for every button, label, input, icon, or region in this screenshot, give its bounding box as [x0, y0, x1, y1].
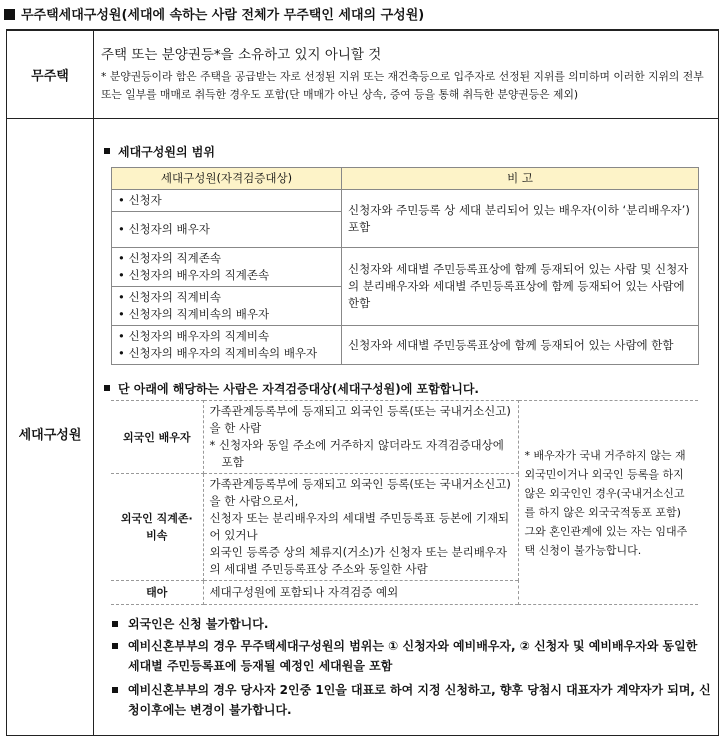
inclusion-desc: 가족관계등록부에 등재되고 외국인 등록(또는 국내거소신고)을 한 사람으로서, 신청자 또는 분리배우자의 세대별 주민등록표 등본에 기재되어 있거나 외국인 등록증 상의 체류지(거소)가 신청자 또는 분리배우자의 세대별 주민등록표상 주소와 동일한 사람 [203, 474, 518, 581]
section1-heading: 세대구성원의 범위 [104, 143, 215, 160]
inclusion-desc: 세대구성원에 포함되나 자격검증 예외 [203, 581, 518, 605]
inclusion-label: 외국인 배우자 [111, 401, 203, 474]
no-house-label: 무주택 [31, 69, 69, 84]
table-header-row [112, 168, 699, 190]
no-house-footnote: * 분양권등이라 함은 주택을 공급받는 자로 선정된 지위 또는 재건축등으로 입주자로 선정된 지위를 의미하며 이러한 지위의 전부 또는 일부를 매매로 취득한 경우도 포함(단 매매가 아닌 상속, 증여 등을 통해 취득한 분양권등은 제외) [101, 70, 704, 101]
row-divider [6, 118, 719, 119]
table-row [112, 326, 699, 365]
square-bullet-icon [4, 9, 15, 20]
note-cell: 신청자와 주민등록 상 세대 분리되어 있는 배우자(이하 ‘분리배우자’) 포함 [342, 190, 699, 248]
note-bullet: 외국인은 신청 불가합니다. [112, 614, 712, 634]
inclusion-side-note: * 배우자가 국내 거주하지 않는 재외국민이거나 외국인 등록을 하지 않은 외국인인 경우(국내거소신고를 하지 않은 외국국적동포 포함) 그와 혼인관계에 있는 자는 임대주택 신청이 불가능합니다. [518, 401, 698, 605]
inclusion-label: 외국인 직계존·비속 [111, 474, 203, 581]
square-bullet-icon [112, 621, 118, 627]
no-house-main-text: 주택 또는 분양권등*을 소유하고 있지 아니할 것 [101, 47, 382, 63]
household-label: 세대구성원 [18, 428, 82, 443]
note-cell: 신청자와 세대별 주민등록표상에 함께 등재되어 있는 사람에 한함 [342, 326, 699, 365]
table-row [112, 190, 699, 212]
table-row [112, 248, 699, 287]
page-title: 무주택세대구성원(세대에 속하는 사람 전체가 무주택인 세대의 구성원) [4, 4, 424, 23]
square-bullet-icon [112, 687, 118, 693]
square-bullet-icon [104, 148, 110, 154]
square-bullet-icon [104, 385, 110, 391]
table-header: 세대구성원(자격검증대상) [112, 168, 342, 190]
household-scope-table [111, 167, 699, 365]
table-row [111, 401, 698, 474]
members-cell: • 신청자의 배우자의 직계비속 • 신청자의 배우자의 직계비속의 배우자 [112, 326, 342, 365]
inclusion-table [111, 400, 698, 605]
inclusion-desc: 가족관계등록부에 등재되고 외국인 등록(또는 국내거소신고)을 한 사람 * 신청자와 동일 주소에 거주하지 않더라도 자격검증대상에 포함 [203, 401, 518, 474]
members-cell: • 신청자의 배우자 [112, 212, 342, 248]
members-cell: • 신청자 [112, 190, 342, 212]
label-column-divider [93, 31, 94, 735]
members-cell: • 신청자의 직계비속 • 신청자의 직계비속의 배우자 [112, 287, 342, 326]
square-bullet-icon [112, 643, 118, 649]
note-bullet: 예비신혼부부의 경우 당사자 2인중 1인을 대표로 하여 지정 신청하고, 향후 당첨시 대표자가 계약자가 되며, 신청이후에는 변경이 불가합니다. [112, 680, 712, 720]
note-bullet: 예비신혼부부의 경우 무주택세대구성원의 범위는 ① 신청자와 예비배우자, ② 신청자 및 예비배우자와 동일한 세대별 주민등록표에 등재될 예정인 세대원을 포함 [112, 636, 712, 676]
section2-heading: 단 아래에 해당하는 사람은 자격검증대상(세대구성원)에 포함합니다. [104, 380, 479, 397]
inclusion-label: 태아 [111, 581, 203, 605]
table-header: 비 고 [342, 168, 699, 190]
members-cell: • 신청자의 직계존속 • 신청자의 배우자의 직계존속 [112, 248, 342, 287]
note-cell: 신청자와 세대별 주민등록표상에 함께 등재되어 있는 사람 및 신청자의 분리배우자와 세대별 주민등록표상에 함께 등재되어 있는 사람에 한함 [342, 248, 699, 326]
